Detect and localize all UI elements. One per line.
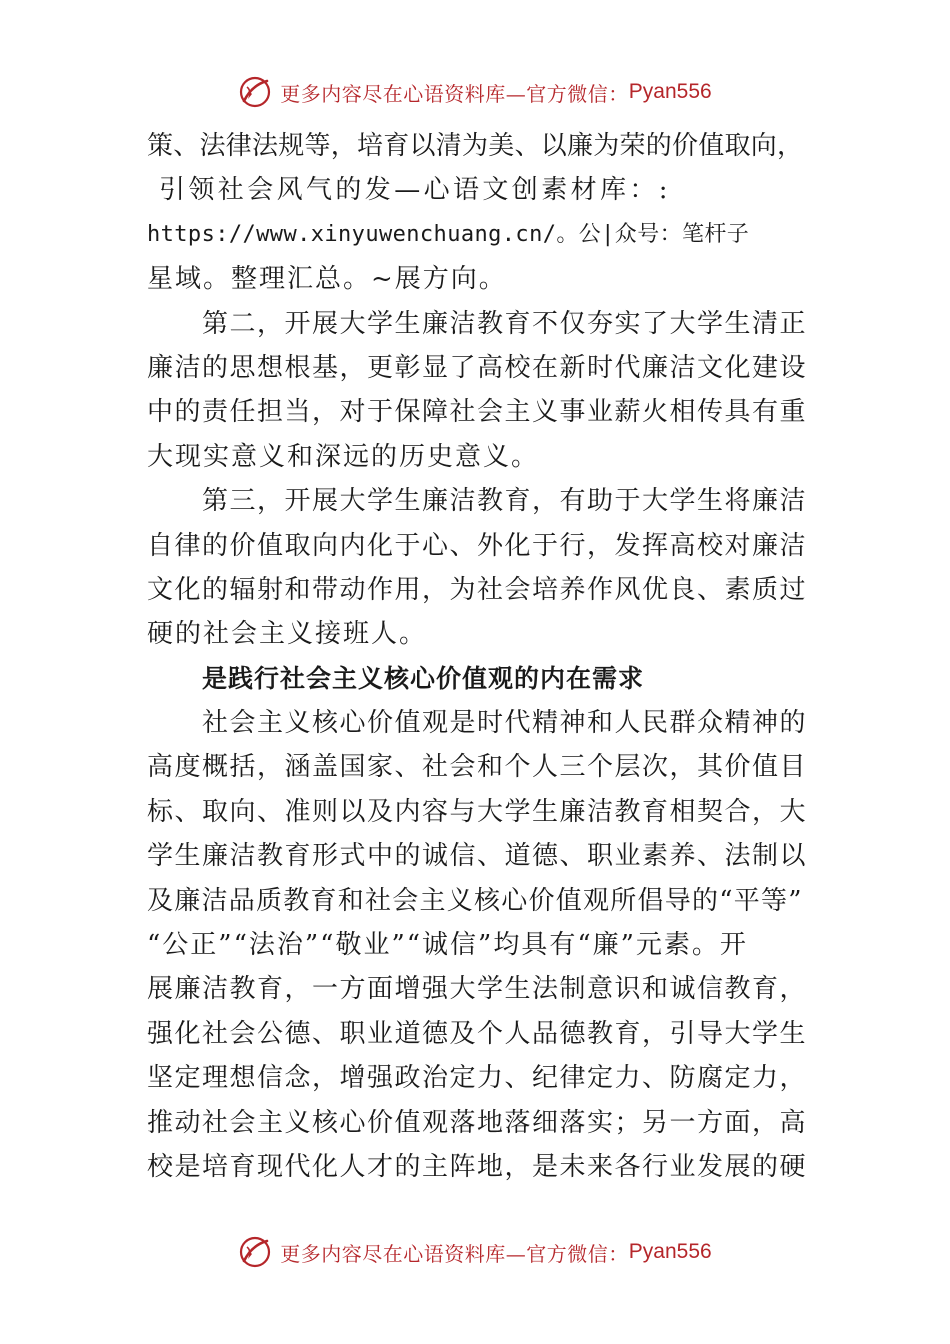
text-line: 标、取向、准则以及内容与大学生廉洁教育相契合，大	[147, 796, 808, 827]
text-line: 引领社会风气的发—心语文创素材库：:	[159, 175, 671, 206]
text-line: 中的责任担当，对于保障社会主义事业薪火相传具有重	[147, 397, 808, 428]
document-body	[147, 124, 807, 1189]
text-line: 星域。整理汇总。~展方向。	[147, 264, 507, 295]
watermark-text: 更多内容尽在心语资料库—官方微信：	[280, 1241, 629, 1266]
section-heading: 是践行社会主义核心价值观的内在需求	[202, 663, 645, 693]
paragraph-start: 第三，开展大学生廉洁教育，有助于大学生将廉洁	[202, 486, 808, 517]
pen-logo-icon	[238, 1235, 272, 1269]
text-line: 高度概括，涵盖国家、社会和个人三个层次，其价值目	[147, 752, 808, 783]
text-line: 及廉洁品质教育和社会主义核心价值观所倡导的“平等”	[147, 885, 803, 916]
paragraph-start: 第二，开展大学生廉洁教育不仅夯实了大学生清正	[202, 308, 808, 339]
text-line: 展廉洁教育，一方面增强大学生法制意识和诚信教育，	[147, 974, 808, 1005]
text-line: “公正”“法治”“敬业”“诚信”均具有“廉”元素。开	[147, 930, 748, 961]
text-line: 硬的社会主义接班人。	[147, 619, 428, 650]
text-line: 策、法律法规等，培育以清为美、以廉为荣的价值取向，	[147, 131, 804, 161]
text-line: 强化社会公德、职业道德及个人品德教育，引导大学生	[147, 1018, 808, 1049]
text-line: 推动社会主义核心价值观落地落细落实；另一方面，高	[147, 1107, 808, 1138]
text-line: 校是培育现代化人才的主阵地，是未来各行业发展的硬	[147, 1151, 808, 1182]
text-line-url: https://www.xinyuwenchuang.cn/。公|众号：笔杆子	[147, 221, 750, 247]
paragraph-start: 社会主义核心价值观是时代精神和人民群众精神的	[202, 708, 808, 739]
pen-logo-icon	[238, 75, 272, 109]
watermark-wechat-id: Pyan556	[628, 80, 712, 103]
text-line: 文化的辐射和带动作用，为社会培养作风优良、素质过	[147, 574, 808, 605]
text-line: 廉洁的思想根基，更彰显了高校在新时代廉洁文化建设	[147, 352, 808, 383]
header-watermark	[0, 70, 950, 114]
footer-watermark	[0, 1230, 950, 1274]
text-line: 自律的价值取向内化于心、外化于行，发挥高校对廉洁	[147, 530, 808, 561]
watermark-text: 更多内容尽在心语资料库—官方微信：	[280, 81, 629, 106]
text-line: 大现实意义和深远的历史意义。	[147, 441, 540, 472]
text-line: 学生廉洁教育形式中的诚信、道德、职业素养、法制以	[147, 841, 808, 872]
watermark-wechat-id: Pyan556	[628, 1240, 712, 1263]
text-line: 坚定理想信念，增强政治定力、纪律定力、防腐定力，	[147, 1063, 808, 1094]
